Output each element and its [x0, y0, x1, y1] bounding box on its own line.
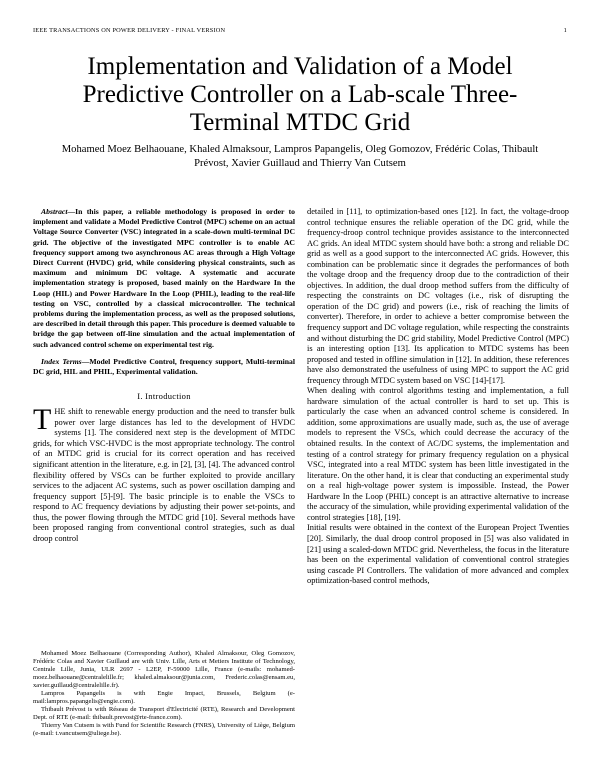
body-paragraph: Initial results were obtained in the context of the European Project Twenties [20]. Similarly, the dual droop control proposed in [5] was also validated in [21] using a scaled-down MTDC grid. Nevertheless, the focus in the literature has been on the experimental validation of conventional control strategies using cascade PI Controllers. The validation of more advanced and complex optimization-based control methods,: [307, 523, 569, 586]
footnote-affiliation-4: Thierry Van Cutsem is with Fund for Scientific Research (FNRS), University of Liège, Belgium (e-mail: t.vancutsem@uliege.be).: [33, 722, 295, 738]
paper-title: Implementation and Validation of a Model Predictive Controller on a Lab-scale Three-Terminal MTDC Grid: [82, 53, 518, 136]
journal-name: IEEE TRANSACTIONS ON POWER DELIVERY - FINAL VERSION: [33, 27, 226, 34]
index-terms: [33, 357, 295, 377]
body-paragraph: detailed in [11], to optimization-based ones [12]. In fact, the voltage-droop control technique ensures the reliable operation of the DC grid, while the frequency-droop control technique provides assistance to the interconnected AC grids. An ideal MTDC system should have both: a strong and reliable DC grid as well as a good support to the interconnected AC grids. However, this combination can be problematic since it degrades the performances of both the voltage droop and the frequency droop due to the contradiction of their objectives. In addition, the dual droop method suffers from the difficulty of respecting the constraints on DC voltages (i.e., risk of disrupting the operation of the DC grid) and powers (i.e., risk of reaching the limits of converter). Therefore, in order to achieve a better compromise between the frequency support and DC voltage regulation, while respecting the constraints and without disturbing the DC grid stability, Model Predictive Control (MPC) is an interesting option [13]. Its application to MTDC systems has been proposed and tested in offline simulation in [12]. In addition, these references have also demonstrated the usefulness of using MPC to support the AC grid frequency through MTDC system based on VSC [14]-[17].: [307, 207, 569, 385]
page-number: 1: [563, 27, 567, 34]
left-column: [33, 207, 295, 544]
body-paragraph: When dealing with control algorithms testing and implementation, a full hardware simulation of the actual controller is hard to set up. This is particularly the case when an advanced control scheme is considered. In addition, some approximations are usually made, such as, the use of average models to represent the VSCs, which could decrease the accuracy of the obtained results. In the context of AC/DC systems, the implementation and testing of a control strategy for primary frequency regulation on a physical VSC, integrated into a real MTDC system has been little investigated in the literature. On the other hand, it is clear that conducting an experimental study on a real high-voltage power system is impossible. Instead, the Power Hardware In the Loop (PHIL) concept is an attractive alternative to increase the accuracy of the simulation, while providing experimental validation of the control strategies [18], [19].: [307, 386, 569, 522]
intro-paragraph: [33, 403, 295, 544]
abstract-text: —In this paper, a reliable methodology is proposed in order to implement and validate a Model Predictive Control (MPC) scheme on an actual Voltage Source Converter (VSC) integrated in a scale-down multi-terminal DC grid. The objective of the investigated MPC controller is to enable AC frequency support among two asynchronous AC areas through a High Voltage Direct Current (HVDC) grid, while considering physical constraints, such as maximum and minimum DC voltage. A systematic and accurate implementation strategy is proposed, based mainly on the Hardware In the Loop (HIL) and Power Hardware In the Loop (PHIL), leading to the real-life testing on VSC, controlled by a classical microcontroller. The technical problems during the implementation process, as well as the proposed solutions, are described in detail through this paper. This procedure is deemed valuable to bridge the gap between off-line simulation and the actual implementation of such advanced control scheme on experimental test rig.: [33, 207, 295, 349]
footnote-affiliation-1: Mohamed Moez Belhaouane (Corresponding Author), Khaled Almaksour, Oleg Gomozov, Frédéric Colas and Xavier Guillaud are with Univ. Lille, Arts et Metiers Institute of Technology, Centrale Lille, Junia, ULR 2697 - L2EP, F-59000 Lille, France (e-mails: mohamed-moez.belhaouane@centralelille.fr; khaled.almaksour@junia.com, Frederic.colas@ensam.eu, xavier.guillaud@centralelille.fr).: [33, 650, 295, 690]
footnote-affiliation-3: Thibault Prévost is with Réseau de Transport d'Electricité (RTE), Research and Development Dept. of RTE (e-mail: thibault.prevost@rte-france.com).: [33, 706, 295, 722]
footnote-affiliation-2: Lampros Papangelis is with Engie Impact, Brussels, Belgium (e-mail:lampros.papangelis@engie.com).: [33, 690, 295, 706]
drop-cap: T: [33, 403, 52, 437]
right-column: [307, 207, 569, 587]
section-heading-introduction: I. Introduction: [137, 391, 191, 402]
running-header: [33, 27, 567, 37]
index-terms-label: Index Terms: [41, 356, 82, 366]
abstract-label: Abstract: [41, 207, 68, 216]
abstract: [33, 207, 295, 350]
footnotes: [33, 650, 295, 739]
intro-text: HE shift to renewable energy production and the need to transfer bulk power over large distances has led to the development of HVDC systems [1]. The considered next step is the development of MTDC grids, for which VSC-HVDC is the most appropriate technology. The control of an MTDC grid is crucial for its correct operation and has received significant attention in the literature, e.g. in [2], [3], [4]. The advanced control flexibility offered by VSCs can be further exploited to provide ancillary services to the adjacent AC systems, such as power oscillation damping and frequency support [5]-[9]. The basic principle is to enable the VSCs to respond to AC frequency deviations by adjusting their power set-points, and thus, the power flowing through the MTDC grid [10]. Several methods have been proposed ranging from conventional control strategies, such as dual droop control: [33, 407, 295, 543]
index-terms-text: —Model Predictive Control, frequency support, Multi-terminal DC grid, HIL and PHIL, Experimental validation.: [33, 356, 295, 377]
author-list: Mohamed Moez Belhaouane, Khaled Almaksour, Lampros Papangelis, Oleg Gomozov, Frédéric Colas, Thibault Prévost, Xavier Guillaud and Thierry Van Cutsem: [61, 144, 539, 169]
